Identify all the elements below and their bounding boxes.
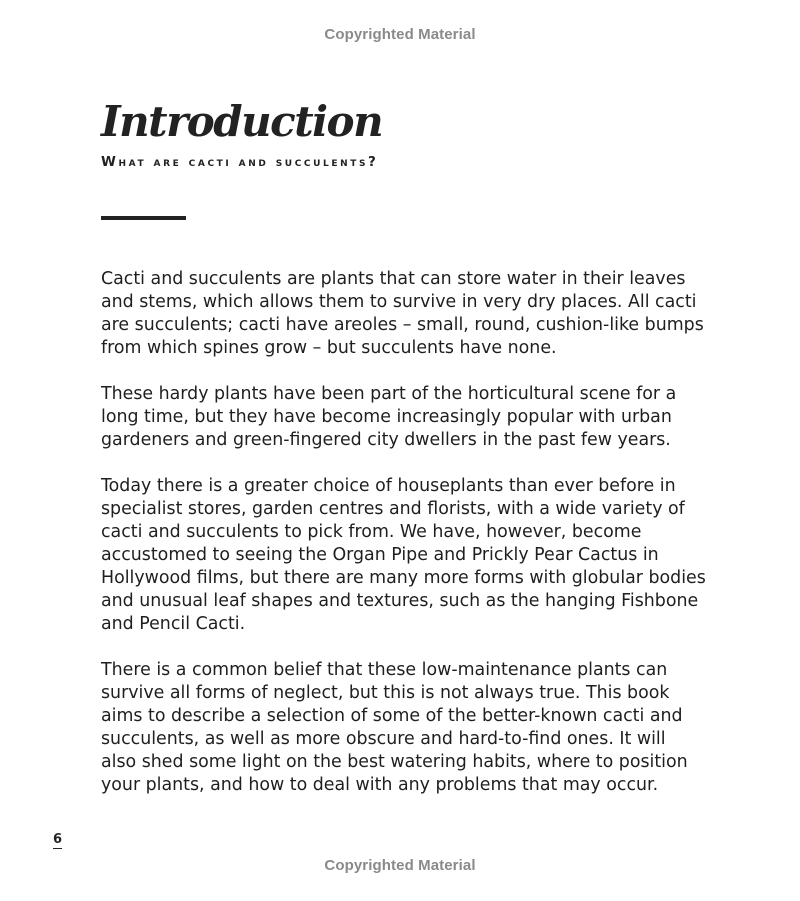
- paragraph: Cacti and succulents are plants that can store water in their leaves and stems, which allows them to survive in very dry places. All cacti are succulents; cacti have areoles – small, round, cushion-like bumps from which spines grow – but succulents have none.: [101, 269, 704, 358]
- body-text: [101, 268, 706, 820]
- paragraph: Today there is a greater choice of houseplants than ever before in specialist stores, garden centres and florists, with a wide variety of cacti and succulents to pick from. We have, however, become accustomed to seeing the Organ Pipe and Prickly Pear Cactus in Hollywood films, but there are many more forms with globular bodies and unusual leaf shapes and textures, such as the hanging Fishbone and Pencil Cacti.: [101, 476, 706, 634]
- chapter-title: Introduction: [101, 97, 383, 146]
- chapter-subtitle: What are cacti and succulents?: [101, 154, 379, 170]
- heading-divider: [101, 216, 186, 220]
- page-number: 6: [53, 832, 63, 847]
- copyright-watermark-bottom: Copyrighted Material: [324, 857, 476, 874]
- copyright-watermark-top: Copyrighted Material: [324, 26, 476, 43]
- paragraph: There is a common belief that these low-maintenance plants can survive all forms of neglect, but this is not always true. This book aims to describe a selection of some of the better-known cacti and succulents, as well as more obscure and hard-to-find ones. It will also shed some light on the best watering habits, where to position your plants, and how to deal with any problems that may occur.: [101, 660, 688, 795]
- paragraph: These hardy plants have been part of the horticultural scene for a long time, but they have become increasingly popular with urban gardeners and green-fingered city dwellers in the past few years.: [101, 384, 677, 450]
